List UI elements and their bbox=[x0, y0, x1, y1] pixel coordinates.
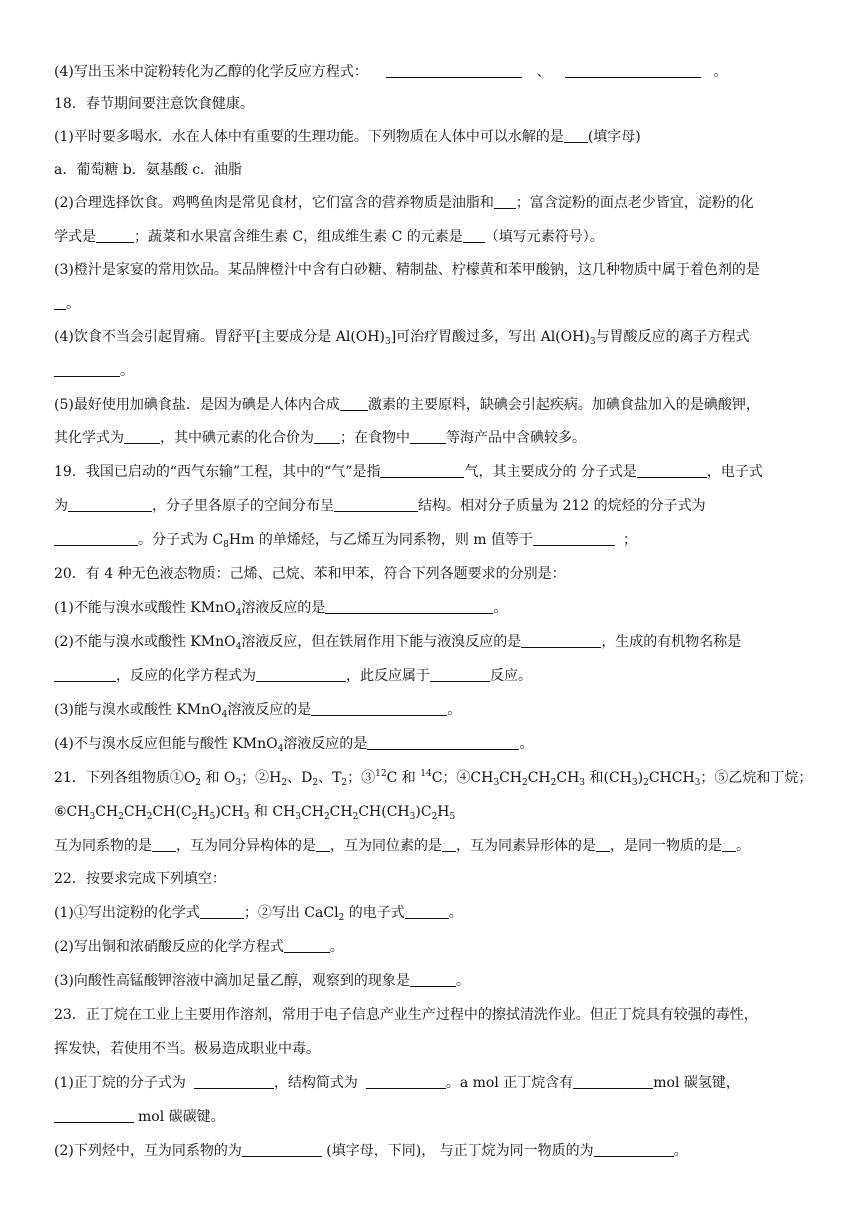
subscript: 4 bbox=[235, 608, 242, 618]
subscript: 2 bbox=[191, 812, 198, 822]
q18-p5-a: (5)最好使用加碘食盐．是因为碘是人体内合成 bbox=[54, 397, 340, 413]
q19-b: 气，其主要成分的 分子式是 bbox=[464, 464, 637, 480]
period: 。 bbox=[519, 736, 534, 752]
superscript: 12 bbox=[375, 769, 387, 779]
superscript: 14 bbox=[420, 769, 432, 779]
q19-f: 结构。相对分子质量为 212 的烷烃的分子式为 bbox=[418, 498, 706, 514]
answer-blank[interactable] bbox=[533, 531, 615, 546]
q23-p2-a: (2)下列烃中，互为同系物的为 bbox=[54, 1143, 242, 1159]
q18-p4-a: (4)饮食不当会引起胃痛。胃舒平[主要成分是 Al(OH) bbox=[54, 329, 385, 345]
q23-part2 bbox=[54, 1141, 814, 1161]
answer-blank[interactable] bbox=[242, 1142, 322, 1157]
q21-l2-1: CH bbox=[95, 804, 119, 820]
answer-blank[interactable] bbox=[284, 938, 330, 953]
q20-p2-d: ，反应的化学方程式为 bbox=[116, 668, 256, 684]
answer-blank[interactable] bbox=[334, 497, 418, 512]
q19-line3 bbox=[54, 530, 814, 550]
subscript: 2 bbox=[312, 778, 319, 788]
answer-blank[interactable] bbox=[565, 63, 701, 78]
answer-blank[interactable] bbox=[410, 429, 446, 444]
q21-n: CHCH bbox=[648, 770, 695, 786]
answer-blank[interactable] bbox=[54, 531, 138, 546]
answer-blank[interactable] bbox=[442, 837, 456, 852]
q19-c: ，电子式 bbox=[706, 464, 763, 480]
q21-c: ；②H bbox=[241, 770, 282, 786]
answer-blank[interactable] bbox=[596, 837, 610, 852]
q18-part4-line2 bbox=[54, 361, 814, 381]
answer-blank[interactable] bbox=[386, 63, 522, 78]
answer-blank[interactable] bbox=[54, 1108, 134, 1123]
q23-line1: 23．正丁烷在工业上主要用作溶剂，常用于电子信息产业生产过程中的擦拭清洗作业。但正丁烷具有较强的毒性， bbox=[54, 1007, 758, 1023]
answer-blank[interactable] bbox=[380, 463, 464, 478]
subscript: 3 bbox=[243, 812, 250, 822]
q20-p2-a: (2)不能与溴水或酸性 KMnO bbox=[54, 634, 236, 650]
q18-part4-line1 bbox=[54, 327, 814, 347]
q21-l3-e: ，是同一物质的是 bbox=[610, 838, 722, 854]
q18-p2-b: ；富含淀粉的面点老少皆宜，淀粉的化 bbox=[515, 195, 754, 211]
period: 。 bbox=[66, 296, 80, 312]
q18-p5-e: ；在食物中 bbox=[340, 430, 410, 446]
subscript: 2 bbox=[323, 812, 330, 822]
q21-l3-d: ，互为同素异形体的是 bbox=[456, 838, 596, 854]
subscript: 8 bbox=[223, 540, 229, 550]
q20-part4 bbox=[54, 734, 814, 754]
subscript: 2 bbox=[643, 778, 649, 788]
q21-h: C；④CH bbox=[431, 770, 494, 786]
q17-part4 bbox=[54, 62, 814, 82]
q23-p1-b: ，结构简式为 bbox=[273, 1075, 358, 1091]
q18-part5-line1 bbox=[54, 395, 814, 415]
q21-line2-a: ⑥CH bbox=[54, 804, 90, 820]
q20-p2-b: 溶液反应，但在铁屑作用下能与液溴反应的是 bbox=[241, 634, 522, 650]
q21-i: CH bbox=[499, 770, 522, 786]
period: 。 bbox=[448, 905, 463, 921]
q18-p5-d: ，其中碘元素的化合价为 bbox=[160, 430, 314, 446]
q18-p4-c: 与胃酸反应的离子方程式 bbox=[595, 329, 750, 345]
period: 。 bbox=[713, 64, 728, 80]
subscript: 3 bbox=[579, 778, 586, 788]
q20-part3 bbox=[54, 700, 814, 720]
subscript: 3 bbox=[409, 812, 416, 822]
q22-p3: (3)向酸性高锰酸钾溶液中滴加足量乙醇，观察到的现象是 bbox=[54, 973, 410, 989]
q23-p2-b: (填字母，下同)， 与正丁烷为同一物质的为 bbox=[321, 1143, 594, 1159]
q21-l2-2: CH bbox=[123, 804, 147, 820]
answer-blank[interactable] bbox=[494, 194, 516, 209]
q21-d: 、D bbox=[287, 770, 313, 786]
answer-blank[interactable] bbox=[124, 429, 160, 444]
q23-part1-line2 bbox=[54, 1107, 814, 1127]
q21-e: 、T bbox=[318, 770, 342, 786]
answer-blank[interactable] bbox=[311, 701, 447, 716]
q18-p2-d: ；蔬菜和水果富含维生素 C，组成维生素 C 的元素是 bbox=[134, 229, 463, 245]
answer-blank[interactable] bbox=[256, 667, 346, 682]
q22-title: 22．按要求完成下列填空： bbox=[54, 871, 226, 887]
q20-part2-line1 bbox=[54, 632, 814, 652]
q21-line2 bbox=[54, 802, 814, 822]
subscript: 3 bbox=[493, 778, 500, 788]
answer-blank[interactable] bbox=[573, 1074, 653, 1089]
q21-l2-9: CH(CH bbox=[358, 804, 410, 820]
separator: 、 bbox=[536, 64, 551, 80]
q21-l2-4: H bbox=[197, 804, 210, 820]
subscript: 2 bbox=[281, 778, 288, 788]
answer-blank[interactable] bbox=[521, 633, 601, 648]
answer-blank[interactable] bbox=[367, 735, 519, 750]
answer-blank[interactable] bbox=[54, 295, 66, 310]
answer-blank[interactable] bbox=[54, 667, 116, 682]
q18-part2-line1 bbox=[54, 193, 814, 213]
subscript: 3 bbox=[694, 778, 701, 788]
q19-i: ； bbox=[623, 532, 638, 548]
subscript: 5 bbox=[209, 812, 216, 822]
q22-p1-b: ；②写出 CaCl bbox=[243, 905, 339, 921]
subscript: 3 bbox=[631, 778, 638, 788]
period: 。 bbox=[493, 600, 508, 616]
answer-blank[interactable] bbox=[194, 1074, 274, 1089]
answer-blank[interactable] bbox=[325, 599, 493, 614]
subscript: 2 bbox=[341, 778, 348, 788]
q22-part3 bbox=[54, 971, 814, 991]
answer-blank[interactable] bbox=[637, 463, 707, 478]
period: 。 bbox=[120, 363, 134, 379]
q20-p2-f: 反应。 bbox=[490, 668, 532, 684]
q18-p2-e: （填写元素符号）。 bbox=[484, 229, 604, 245]
answer-blank[interactable] bbox=[564, 128, 588, 143]
q20-part1 bbox=[54, 598, 814, 618]
subscript: 4 bbox=[221, 710, 228, 720]
q21-l3-c: ，互为同位素的是 bbox=[330, 838, 442, 854]
answer-blank[interactable] bbox=[594, 1142, 674, 1157]
q23-p1-a: (1)正丁烷的分子式为 bbox=[54, 1075, 186, 1091]
subscript: 2 bbox=[118, 812, 124, 822]
q22-p2: (2)写出铜和浓硝酸反应的化学方程式 bbox=[54, 939, 284, 955]
answer-blank[interactable] bbox=[430, 667, 490, 682]
q20-p2-e: ，此反应属于 bbox=[346, 668, 430, 684]
period: 。 bbox=[447, 702, 462, 718]
subscript: 3 bbox=[89, 812, 96, 822]
q18-p5-f: 等海产品中含碘较多。 bbox=[446, 430, 586, 446]
period: 。 bbox=[673, 1143, 688, 1159]
q23-p1-e: mol 碳碳键。 bbox=[138, 1109, 225, 1125]
q18-p1-end: (填字母) bbox=[587, 129, 641, 145]
q22-p1-a: (1)①写出淀粉的化学式 bbox=[54, 905, 200, 921]
q21-a: 21．下列各组物质①O bbox=[54, 770, 196, 786]
q21-j: CH bbox=[527, 770, 551, 786]
period: 。 bbox=[455, 973, 470, 989]
q18-part3-line2 bbox=[54, 294, 814, 314]
q20-title: 20．有 4 种无色液态物质：己烯、己烷、苯和甲苯，符合下列各题要求的分别是： bbox=[54, 566, 566, 582]
answer-blank[interactable] bbox=[410, 972, 456, 987]
q19-g: 。分子式为 C bbox=[138, 532, 224, 548]
answer-blank[interactable] bbox=[405, 904, 449, 919]
q18-p2-a: (2)合理选择饮食。鸡鸭鱼肉是常见食材，它们富含的营养物质是油脂和 bbox=[54, 195, 494, 211]
period: 。 bbox=[329, 939, 344, 955]
q21-l2-5: )CH bbox=[215, 804, 244, 820]
q20-p4: (4)不与溴水反应但能与酸性 KMnO bbox=[54, 736, 278, 752]
q20-p1: (1)不能与溴水或酸性 KMnO bbox=[54, 600, 236, 616]
subscript: 2 bbox=[338, 913, 345, 923]
q18-part3-line1: (3)橙汁是家宴的常用饮品。某品牌橙汁中含有白砂糖、精制盐、柠檬黄和苯甲酸钠，这几种物质中属于着色剂的是 bbox=[54, 262, 760, 278]
q22-part1 bbox=[54, 903, 814, 923]
q18-p5-c: 其化学式为 bbox=[54, 430, 124, 446]
q19-e: ，分子里各原子的空间分布呈 bbox=[152, 498, 334, 514]
answer-blank[interactable] bbox=[366, 1074, 446, 1089]
q19-line2 bbox=[54, 496, 814, 516]
subscript: 3 bbox=[589, 337, 596, 347]
q18-title: 18．春节期间要注意饮食健康。 bbox=[54, 96, 254, 112]
subscript: 2 bbox=[550, 778, 557, 788]
q21-l3-a: 互为同系物的是 bbox=[54, 838, 152, 854]
q21-line1 bbox=[54, 768, 814, 788]
q21-l2-11: H bbox=[437, 804, 450, 820]
q23-line2: 挥发快，若使用不当。极易造成职业中毒。 bbox=[54, 1041, 320, 1057]
answer-blank[interactable] bbox=[463, 228, 485, 243]
answer-blank[interactable] bbox=[314, 429, 340, 444]
q18-part5-line2 bbox=[54, 428, 814, 448]
answer-blank[interactable] bbox=[152, 837, 176, 852]
q21-m: ) bbox=[637, 770, 644, 786]
q19-h: Hm 的单烯烃，与乙烯互为同系物，则 m 值等于 bbox=[228, 532, 534, 548]
q22-p1-c: 的电子式 bbox=[344, 905, 405, 921]
q21-l2-8: CH bbox=[329, 804, 353, 820]
subscript: 2 bbox=[195, 778, 202, 788]
q18-p1-options: a．葡萄糖 b．氨基酸 c．油脂 bbox=[54, 162, 243, 178]
subscript: 4 bbox=[235, 642, 242, 652]
q17-p4-text: (4)写出玉米中淀粉转化为乙醇的化学反应方程式： bbox=[54, 64, 368, 80]
q21-l: 和(CH bbox=[585, 770, 632, 786]
q19-line1 bbox=[54, 462, 814, 482]
subscript: 4 bbox=[277, 744, 284, 754]
q21-f: ；③ bbox=[347, 770, 376, 786]
answer-blank[interactable] bbox=[96, 228, 134, 243]
q19-a: 19．我国已启动的“西气东输”工程，其中的“气”是指 bbox=[54, 464, 381, 480]
q18-p5-b: 激素的主要原料，缺碘会引起疾病。加碘食盐加入的是碘酸钾， bbox=[367, 397, 760, 413]
q19-d: 为 bbox=[54, 498, 68, 514]
q20-p4-b: 溶液反应的是 bbox=[283, 736, 368, 752]
answer-blank[interactable] bbox=[68, 497, 152, 512]
q21-l2-3: CH(C bbox=[152, 804, 192, 820]
q18-part1 bbox=[54, 127, 814, 147]
subscript: 2 bbox=[521, 778, 528, 788]
q20-p1-b: 溶液反应的是 bbox=[241, 600, 326, 616]
q21-g: C 和 bbox=[386, 770, 421, 786]
q18-part2-line2 bbox=[54, 227, 814, 247]
q21-l2-7: CH bbox=[301, 804, 324, 820]
q21-l2-6: 和 CH bbox=[249, 804, 296, 820]
period: 。 bbox=[736, 838, 750, 854]
q18-p4-b: ]可治疗胃酸过多，写出 Al(OH) bbox=[390, 329, 590, 345]
q23-p1-d: mol 碳氢键， bbox=[653, 1075, 740, 1091]
q21-line3 bbox=[54, 836, 814, 856]
answer-blank[interactable] bbox=[722, 837, 736, 852]
subscript: 2 bbox=[431, 812, 438, 822]
q21-b: 和 O bbox=[201, 770, 236, 786]
subscript: 3 bbox=[384, 337, 391, 347]
subscript: 3 bbox=[295, 812, 302, 822]
subscript: 3 bbox=[235, 778, 242, 788]
q20-p3: (3)能与溴水或酸性 KMnO bbox=[54, 702, 222, 718]
q20-part2-line2 bbox=[54, 666, 814, 686]
q21-l3-b: ，互为同分异构体的是 bbox=[176, 838, 316, 854]
q20-p3-b: 溶液反应的是 bbox=[227, 702, 312, 718]
subscript: 2 bbox=[146, 812, 153, 822]
subscript: 5 bbox=[449, 812, 456, 822]
answer-blank[interactable] bbox=[200, 904, 244, 919]
q20-p2-c: ，生成的有机物名称是 bbox=[601, 634, 742, 650]
q22-part2 bbox=[54, 937, 814, 957]
subscript: 2 bbox=[352, 812, 359, 822]
q18-p1-text: (1)平时要多喝水．水在人体中有重要的生理功能。下列物质在人体中可以水解的是 bbox=[54, 129, 564, 145]
q21-k: CH bbox=[556, 770, 580, 786]
q21-l2-10: )C bbox=[415, 804, 432, 820]
answer-blank[interactable] bbox=[316, 837, 330, 852]
q23-part1-line1 bbox=[54, 1073, 814, 1093]
q21-o: ；⑤乙烷和丁烷； bbox=[700, 770, 813, 786]
q23-p1-c: 。a mol 正丁烷含有 bbox=[445, 1075, 574, 1091]
answer-blank[interactable] bbox=[54, 362, 120, 377]
answer-blank[interactable] bbox=[340, 396, 368, 411]
q18-p2-c: 学式是 bbox=[54, 229, 96, 245]
